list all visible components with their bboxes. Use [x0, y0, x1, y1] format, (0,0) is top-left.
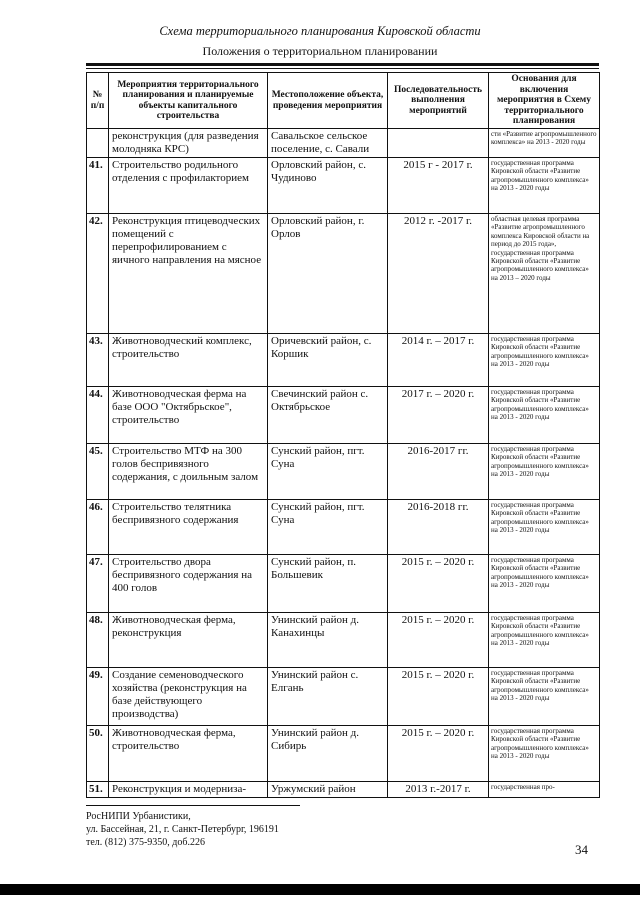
row-years: 2015 г - 2017 г. — [388, 158, 489, 214]
footer-phone: тел. (812) 375-9350, доб.226 — [86, 837, 205, 848]
row-number: 41. — [87, 158, 109, 214]
row-years — [388, 129, 489, 158]
row-number — [87, 129, 109, 158]
row-location: Орловский район, г. Орлов — [268, 214, 388, 334]
header-rule-thin — [86, 68, 599, 69]
row-activity: Животноводческая ферма, строительство — [109, 726, 268, 782]
table-row — [87, 555, 600, 613]
row-years: 2016-2017 гг. — [388, 444, 489, 500]
table-row — [87, 613, 600, 668]
footer-rule — [86, 805, 300, 806]
row-location: Сунский район, пгт. Суна — [268, 500, 388, 555]
row-years: 2015 г. – 2020 г. — [388, 555, 489, 613]
table-row — [87, 444, 600, 500]
row-years: 2017 г. – 2020 г. — [388, 387, 489, 444]
header-rule-thick — [86, 63, 599, 66]
table-row — [87, 782, 600, 798]
row-activity: Реконструкция и модерниза- — [109, 782, 268, 798]
row-location: Сунский район, п. Большевик — [268, 555, 388, 613]
page-number: 34 — [575, 842, 588, 857]
row-location: Уржумский район — [268, 782, 388, 798]
row-basis: государственная программа Кировской области «Развитие агропромышленного комплекса» на 2013 - 2020 годы — [489, 555, 600, 613]
row-basis: государственная программа Кировской области «Развитие агропромышленного комплекса» на 2013 - 2020 годы — [489, 444, 600, 500]
scan-border-bar — [0, 884, 640, 895]
row-years: 2012 г. -2017 г. — [388, 214, 489, 334]
row-basis: государственная программа Кировской области «Развитие агропромышленного комплекса» на 2013 - 2020 годы — [489, 500, 600, 555]
row-activity: Создание семеноводческого хозяйства (реконструкция на базе действующего производства) — [109, 668, 268, 726]
row-location: Оричевский район, с. Коршик — [268, 334, 388, 387]
table-row — [87, 387, 600, 444]
row-number: 46. — [87, 500, 109, 555]
column-header-number: № п/п — [87, 73, 109, 129]
row-years: 2015 г. – 2020 г. — [388, 613, 489, 668]
row-years: 2013 г.-2017 г. — [388, 782, 489, 798]
row-number: 49. — [87, 668, 109, 726]
footer-address: ул. Бассейная, 21, г. Санкт-Петербург, 196191 — [86, 824, 279, 835]
row-basis: государственная программа Кировской области «Развитие агропромышленного комплекса» на 2013 - 2020 годы — [489, 158, 600, 214]
row-activity: Строительство МТФ на 300 голов беспривязного содержания, с доильным залом — [109, 444, 268, 500]
table-row — [87, 668, 600, 726]
row-basis: сти «Развитие агропромышленного комплекса» на 2013 - 2020 годы — [489, 129, 600, 158]
row-number: 45. — [87, 444, 109, 500]
row-activity: Животноводческая ферма на базе ООО "Октябрьское", строительство — [109, 387, 268, 444]
row-number: 48. — [87, 613, 109, 668]
planning-table — [86, 72, 600, 798]
row-basis: областная целевая программа «Развитие агропромышленного комплекса Кировской области на период до 2015 года», государственная программа Кировской области «Развитие агропромышленного комплекса» на 2013 – 2020 годы — [489, 214, 600, 334]
row-activity: Реконструкция птицеводческих помещений с перепрофилированием с яичного направления на мясное — [109, 214, 268, 334]
row-activity: Строительство родильного отделения с профилакторием — [109, 158, 268, 214]
row-basis: государственная программа Кировской области «Развитие агропромышленного комплекса» на 2013 - 2020 годы — [489, 668, 600, 726]
column-header-sequence: Последовательность выполнения мероприятий — [388, 73, 489, 129]
column-header-activity: Мероприятия территориального планирования и планируемые объекты капитального строительства — [109, 73, 268, 129]
row-number: 47. — [87, 555, 109, 613]
document-subtitle: Положения о территориальном планировании — [202, 44, 438, 58]
row-years: 2015 г. – 2020 г. — [388, 726, 489, 782]
column-header-location: Местоположение объекта, проведения мероприятия — [268, 73, 388, 129]
row-years: 2016-2018 гг. — [388, 500, 489, 555]
row-activity: Животноводческий комплекс, строительство — [109, 334, 268, 387]
row-location: Унинский район д. Сибирь — [268, 726, 388, 782]
table-row — [87, 129, 600, 158]
row-number: 50. — [87, 726, 109, 782]
row-number: 43. — [87, 334, 109, 387]
footer-organization: РосНИПИ Урбанистики, — [86, 811, 191, 822]
row-basis: государственная про- — [489, 782, 600, 798]
row-activity: Строительство двора беспривязного содержания на 400 голов — [109, 555, 268, 613]
row-location: Унинский район д. Канахинцы — [268, 613, 388, 668]
row-location: Свечинский район с. Октябрьское — [268, 387, 388, 444]
row-number: 42. — [87, 214, 109, 334]
table-row — [87, 214, 600, 334]
table-row — [87, 158, 600, 214]
column-header-basis: Основания для включения мероприятия в Схему территориального планирования — [489, 73, 600, 129]
row-activity: Животноводческая ферма, реконструкция — [109, 613, 268, 668]
row-number: 51. — [87, 782, 109, 798]
row-number: 44. — [87, 387, 109, 444]
table-row — [87, 500, 600, 555]
table-row — [87, 726, 600, 782]
document-title: Схема территориального планирования Кировской области — [159, 24, 481, 38]
row-basis: государственная программа Кировской области «Развитие агропромышленного комплекса» на 2013 - 2020 годы — [489, 334, 600, 387]
row-activity: Строительство телятника беспривязного содержания — [109, 500, 268, 555]
row-location: Унинский район с. Елгань — [268, 668, 388, 726]
table-row — [87, 334, 600, 387]
row-basis: государственная программа Кировской области «Развитие агропромышленного комплекса» на 2013 - 2020 годы — [489, 613, 600, 668]
row-activity: реконструкция (для разведения молодняка КРС) — [109, 129, 268, 158]
row-location: Орловский район, с. Чудиново — [268, 158, 388, 214]
row-years: 2014 г. – 2017 г. — [388, 334, 489, 387]
footer-block — [86, 810, 279, 849]
row-location: Сунский район, пгт. Суна — [268, 444, 388, 500]
row-basis: государственная программа Кировской области «Развитие агропромышленного комплекса» на 2013 - 2020 годы — [489, 387, 600, 444]
row-basis: государственная программа Кировской области «Развитие агропромышленного комплекса» на 2013 - 2020 годы — [489, 726, 600, 782]
row-years: 2015 г. – 2020 г. — [388, 668, 489, 726]
row-location: Савальское сельское поселение, с. Савали — [268, 129, 388, 158]
table-header-row — [87, 73, 600, 129]
